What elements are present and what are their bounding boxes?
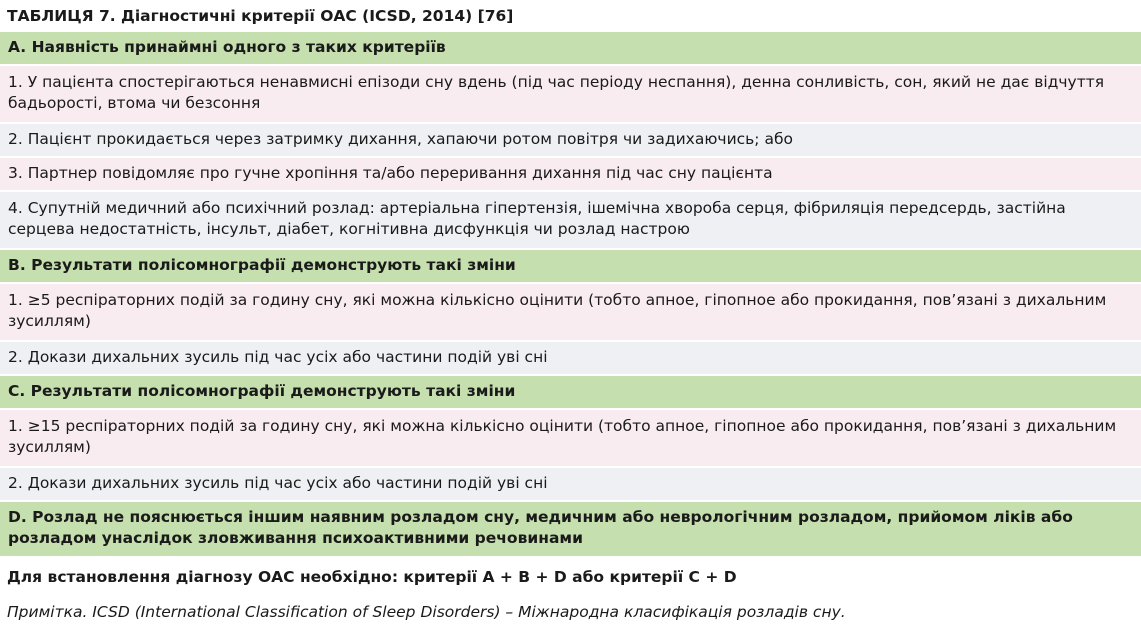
section-b-item-2: 2. Докази дихальних зусиль під час усіх або частини подій уві сні xyxy=(0,340,1141,374)
section-d-heading: D. Розлад не пояснюється іншим наявним розладом сну, медичним або неврологічним розладом, прийомом ліків або розладом унаслідок зловживання психоактивними речовинами xyxy=(0,500,1141,556)
section-b-item-1: 1. ≥5 респіраторних подій за годину сну, які можна кількісно оцінити (тобто апное, гіпопное або прокидання, пов’язані з дихальним зусиллям) xyxy=(0,282,1141,340)
section-a-item-3: 3. Партнер повідомляє про гучне хропіння та/або переривання дихання під час сну пацієнта xyxy=(0,156,1141,190)
section-c-item-1: 1. ≥15 респіраторних подій за годину сну, які можна кількісно оцінити (тобто апное, гіпопное або прокидання, пов’язані з дихальним зусиллям) xyxy=(0,408,1141,466)
table-title: ТАБЛИЦЯ 7. Діагностичні критерії ОАС (ICSD, 2014) [76] xyxy=(7,7,514,25)
section-c-item-2: 2. Докази дихальних зусиль під час усіх або частини подій уві сні xyxy=(0,466,1141,500)
table-note: Примітка. ICSD (International Classification of Sleep Disorders) – Міжнародна класифікація розладів сну. xyxy=(7,603,846,621)
section-a-item-2: 2. Пацієнт прокидається через затримку дихання, хапаючи ротом повітря чи задихаючись; або xyxy=(0,122,1141,156)
criteria-table xyxy=(0,30,1141,556)
section-c-heading: C. Результати полісомнографії демонструють такі зміни xyxy=(0,374,1141,408)
section-a-heading: A. Наявність принаймні одного з таких критеріїв xyxy=(0,30,1141,64)
section-a-item-1: 1. У пацієнта спостерігаються ненавмисні епізоди сну вдень (під час періоду неспання), денна сонливість, сон, який не дає відчуття бадьорості, втома чи безсоння xyxy=(0,64,1141,122)
section-a-item-4: 4. Супутній медичний або психічний розлад: артеріальна гіпертензія, ішемічна хвороба серця, фібриляція передсердь, застійна серцева недостатність, інсульт, діабет, когнітивна дисфункція чи розлад настрою xyxy=(0,190,1141,248)
section-b-heading: B. Результати полісомнографії демонструють такі зміни xyxy=(0,248,1141,282)
diagnosis-conclusion: Для встановлення діагнозу ОАС необхідно: критерії A + B + D або критерії C + D xyxy=(7,568,737,586)
